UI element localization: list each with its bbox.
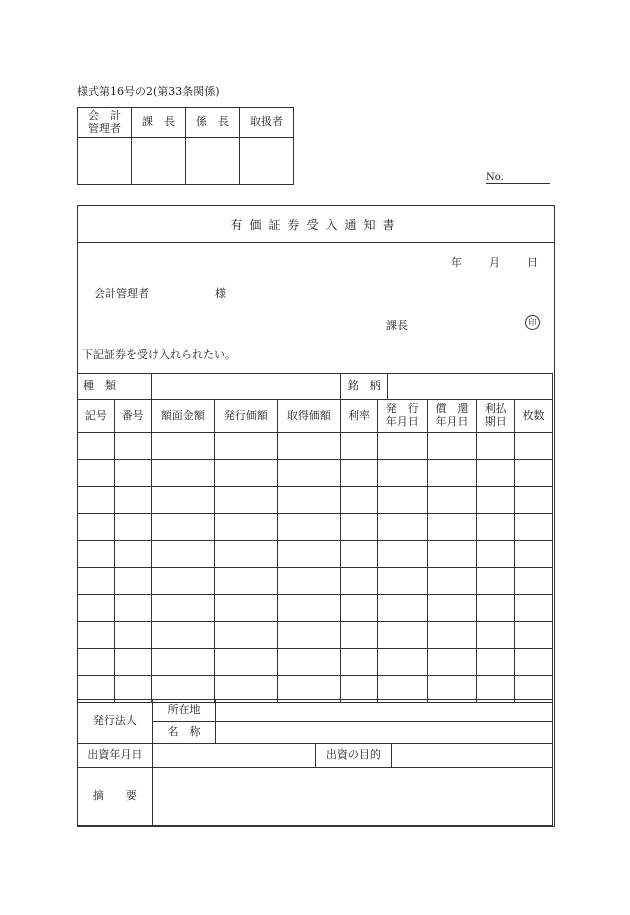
- table-cell[interactable]: [477, 460, 515, 487]
- table-cell[interactable]: [477, 649, 515, 676]
- table-row: [78, 460, 553, 487]
- table-cell[interactable]: [427, 541, 477, 568]
- table-cell[interactable]: [377, 622, 427, 649]
- table-cell[interactable]: [78, 568, 115, 595]
- issuer-label: 発行法人: [78, 700, 153, 744]
- table-cell[interactable]: [477, 595, 515, 622]
- table-cell[interactable]: [277, 514, 341, 541]
- table-cell[interactable]: [215, 460, 278, 487]
- securities-header-row: [78, 400, 553, 433]
- approval-stamp-table: [77, 107, 294, 185]
- address-label: 所在地: [152, 700, 216, 722]
- table-cell[interactable]: [477, 487, 515, 514]
- table-row: [78, 514, 553, 541]
- stamp-box[interactable]: [78, 138, 132, 185]
- table-cell[interactable]: [114, 433, 151, 460]
- kind-field[interactable]: [151, 374, 341, 400]
- table-row: [78, 622, 553, 649]
- table-cell[interactable]: [341, 595, 378, 622]
- table-cell[interactable]: [515, 649, 553, 676]
- honorific: 様: [215, 287, 226, 300]
- table-row: [78, 568, 553, 595]
- table-cell[interactable]: [78, 433, 115, 460]
- table-cell[interactable]: [341, 622, 378, 649]
- table-cell[interactable]: [427, 595, 477, 622]
- investment-purpose-field[interactable]: [392, 744, 553, 768]
- table-cell[interactable]: [215, 595, 278, 622]
- table-cell[interactable]: [515, 514, 553, 541]
- address-field[interactable]: [216, 700, 553, 722]
- table-cell[interactable]: [215, 622, 278, 649]
- table-cell[interactable]: [78, 649, 115, 676]
- table-cell[interactable]: [341, 541, 378, 568]
- table-cell[interactable]: [377, 541, 427, 568]
- table-cell[interactable]: [114, 514, 151, 541]
- column-header: 番号: [114, 400, 151, 433]
- investment-purpose-label: 出資の目的: [315, 744, 392, 768]
- notice-title: 有価証券受入通知書: [78, 206, 554, 243]
- table-cell[interactable]: [151, 433, 215, 460]
- table-row: [78, 541, 553, 568]
- table-cell[interactable]: [114, 649, 151, 676]
- table-cell[interactable]: [78, 541, 115, 568]
- table-cell[interactable]: [215, 649, 278, 676]
- stamp-box[interactable]: [186, 138, 240, 185]
- stamp-box[interactable]: [240, 138, 294, 185]
- table-cell[interactable]: [477, 541, 515, 568]
- form-number: 様式第16号の2(第33条関係): [77, 85, 220, 98]
- table-cell[interactable]: [515, 568, 553, 595]
- table-cell[interactable]: [341, 433, 378, 460]
- table-cell[interactable]: [341, 568, 378, 595]
- table-cell[interactable]: [277, 541, 341, 568]
- table-cell[interactable]: [151, 487, 215, 514]
- table-cell[interactable]: [515, 541, 553, 568]
- table-cell[interactable]: [215, 433, 278, 460]
- table-cell[interactable]: [78, 514, 115, 541]
- column-header: 枚数: [515, 400, 553, 433]
- name-field[interactable]: [216, 722, 553, 744]
- investment-date-field[interactable]: [152, 744, 315, 768]
- table-cell[interactable]: [427, 622, 477, 649]
- brand-label: 銘 柄: [341, 374, 388, 399]
- securities-table: [77, 373, 553, 703]
- table-row: [78, 649, 553, 676]
- table-cell[interactable]: [114, 622, 151, 649]
- table-cell[interactable]: [78, 622, 115, 649]
- table-cell[interactable]: [151, 649, 215, 676]
- table-cell[interactable]: [427, 460, 477, 487]
- table-cell[interactable]: [477, 433, 515, 460]
- table-cell[interactable]: [427, 568, 477, 595]
- table-cell[interactable]: [427, 514, 477, 541]
- table-cell[interactable]: [477, 514, 515, 541]
- table-cell[interactable]: [277, 595, 341, 622]
- table-cell[interactable]: [215, 487, 278, 514]
- column-header: 取得価額: [277, 400, 341, 433]
- table-cell[interactable]: [277, 487, 341, 514]
- table-cell[interactable]: [341, 460, 378, 487]
- table-cell[interactable]: [377, 514, 427, 541]
- table-cell[interactable]: [377, 433, 427, 460]
- table-cell[interactable]: [515, 460, 553, 487]
- stamp-section-chief: 課 長: [132, 108, 186, 138]
- table-cell[interactable]: [277, 622, 341, 649]
- table-cell[interactable]: [151, 622, 215, 649]
- table-cell[interactable]: [114, 541, 151, 568]
- table-cell[interactable]: [114, 568, 151, 595]
- kind-label: 種 類: [78, 374, 152, 400]
- table-cell[interactable]: [377, 649, 427, 676]
- stamp-box[interactable]: [132, 138, 186, 185]
- stamp-subsection-chief: 係 長: [186, 108, 240, 138]
- table-cell[interactable]: [78, 487, 115, 514]
- column-header: 額面金額: [151, 400, 215, 433]
- table-cell[interactable]: [78, 460, 115, 487]
- table-cell[interactable]: [151, 514, 215, 541]
- notice-form: [77, 205, 555, 827]
- sender-title: 課長: [386, 319, 408, 332]
- table-cell[interactable]: [377, 487, 427, 514]
- column-header: 償 還 年月日: [427, 400, 477, 433]
- table-cell[interactable]: [151, 460, 215, 487]
- column-header: 記号: [78, 400, 115, 433]
- table-cell[interactable]: [341, 514, 378, 541]
- addressee: 会計管理者: [94, 287, 149, 300]
- table-row: [78, 595, 553, 622]
- table-cell[interactable]: [215, 568, 278, 595]
- table-cell[interactable]: [515, 487, 553, 514]
- column-header: 利率: [341, 400, 378, 433]
- date-month: 月: [489, 256, 500, 269]
- stamp-handler: 取扱者: [240, 108, 294, 138]
- issuer-table: [77, 699, 553, 826]
- table-cell[interactable]: [277, 568, 341, 595]
- table-cell[interactable]: [151, 568, 215, 595]
- table-cell[interactable]: [515, 433, 553, 460]
- remarks-label: 摘 要: [78, 768, 153, 826]
- table-cell[interactable]: [477, 568, 515, 595]
- table-cell[interactable]: [114, 487, 151, 514]
- table-cell[interactable]: [277, 460, 341, 487]
- table-cell[interactable]: [477, 622, 515, 649]
- table-cell[interactable]: [427, 649, 477, 676]
- table-row: [78, 487, 553, 514]
- table-cell[interactable]: [377, 595, 427, 622]
- table-cell[interactable]: [114, 460, 151, 487]
- investment-date-label: 出資年月日: [78, 744, 153, 768]
- date-line: [451, 254, 538, 270]
- table-cell[interactable]: [427, 433, 477, 460]
- table-cell[interactable]: [215, 514, 278, 541]
- table-cell[interactable]: [277, 433, 341, 460]
- table-cell[interactable]: [277, 649, 341, 676]
- table-cell[interactable]: [215, 541, 278, 568]
- table-cell[interactable]: [377, 460, 427, 487]
- table-cell[interactable]: [114, 595, 151, 622]
- seal-icon: 印: [525, 315, 540, 330]
- column-header: 利払 期日: [477, 400, 515, 433]
- request-text: 下記証券を受け入れられたい。: [82, 348, 236, 361]
- document-no: No.: [486, 172, 550, 184]
- date-day: 日: [527, 256, 538, 269]
- brand-field[interactable]: [388, 374, 552, 399]
- table-cell[interactable]: [78, 595, 115, 622]
- name-label: 名 称: [152, 722, 216, 744]
- table-row: [78, 433, 553, 460]
- table-cell[interactable]: [427, 487, 477, 514]
- stamp-accounting-manager: 会 計 管理者: [78, 108, 132, 138]
- column-header: 発行価額: [215, 400, 278, 433]
- table-cell[interactable]: [341, 649, 378, 676]
- table-cell[interactable]: [377, 568, 427, 595]
- table-cell[interactable]: [151, 541, 215, 568]
- table-cell[interactable]: [151, 595, 215, 622]
- table-cell[interactable]: [515, 622, 553, 649]
- date-year: 年: [451, 256, 462, 269]
- column-header: 発 行 年月日: [377, 400, 427, 433]
- table-cell[interactable]: [515, 595, 553, 622]
- table-cell[interactable]: [341, 487, 378, 514]
- remarks-field[interactable]: [152, 768, 552, 826]
